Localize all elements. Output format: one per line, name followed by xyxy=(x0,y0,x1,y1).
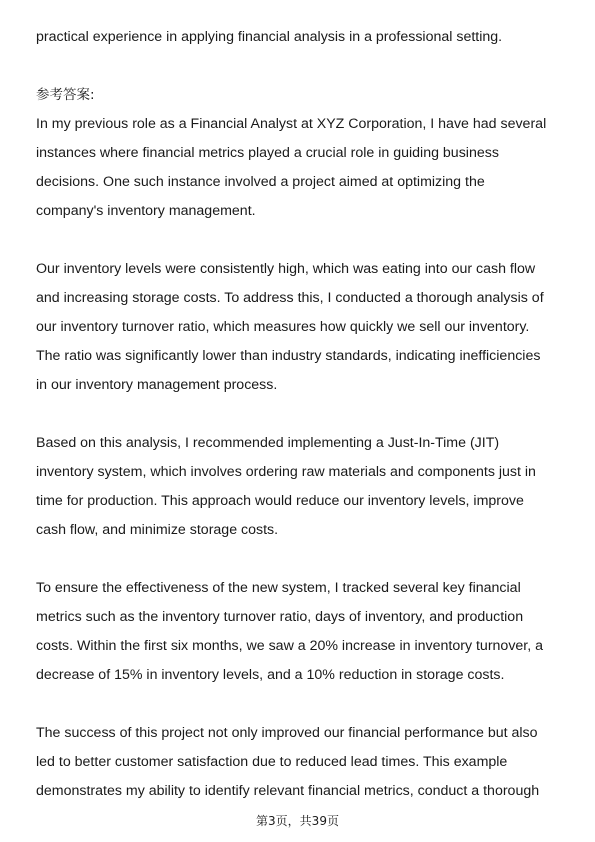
text-line: inventory system, which involves ordering raw materials and components just in xyxy=(36,464,536,480)
text-line: company's inventory management. xyxy=(36,203,256,219)
text-line: decrease of 15% in inventory levels, and a 10% reduction in storage costs. xyxy=(36,667,505,683)
text-line: To ensure the effectiveness of the new system, I tracked several key financial xyxy=(36,580,521,596)
text-line: metrics such as the inventory turnover ratio, days of inventory, and production xyxy=(36,609,524,625)
page-content xyxy=(36,23,561,835)
text-line: practical experience in applying financial analysis in a professional setting. xyxy=(36,29,503,45)
text-line: The success of this project not only improved our financial performance but also xyxy=(36,725,538,741)
text-line: instances where financial metrics played a crucial role in guiding business xyxy=(36,145,499,161)
answer-block xyxy=(36,81,561,806)
text-line: cash flow, and minimize storage costs. xyxy=(36,522,279,538)
text-line: and increasing storage costs. To address this, I conducted a thorough analysis of xyxy=(36,290,544,306)
text-line: our inventory turnover ratio, which measures how quickly we sell our inventory. xyxy=(36,319,530,335)
answer-paragraph-1 xyxy=(36,110,561,226)
text-line: demonstrates my ability to identify relevant financial metrics, conduct a thorough xyxy=(36,783,540,799)
answer-paragraph-5 xyxy=(36,719,561,806)
answer-paragraph-2 xyxy=(36,255,561,400)
page-number: 第3页，共39页 xyxy=(256,814,339,828)
text-line: The ratio was significantly lower than industry standards, indicating inefficiencies xyxy=(36,348,541,364)
text-line: time for production. This approach would reduce our inventory levels, improve xyxy=(36,493,524,509)
answer-paragraph-4 xyxy=(36,574,561,690)
text-line: In my previous role as a Financial Analyst at XYZ Corporation, I have had several xyxy=(36,116,547,132)
intro-paragraph xyxy=(36,23,561,52)
page-footer xyxy=(0,812,595,829)
text-line: led to better customer satisfaction due to reduced lead times. This example xyxy=(36,754,508,770)
answer-paragraph-3 xyxy=(36,429,561,545)
text-line: Based on this analysis, I recommended implementing a Just-In-Time (JIT) xyxy=(36,435,500,451)
text-line: decisions. One such instance involved a project aimed at optimizing the xyxy=(36,174,485,190)
text-line: costs. Within the first six months, we saw a 20% increase in inventory turnover, a xyxy=(36,638,544,654)
text-line: Our inventory levels were consistently high, which was eating into our cash flow xyxy=(36,261,536,277)
text-line: in our inventory management process. xyxy=(36,377,278,393)
answer-label: 参考答案: xyxy=(36,87,95,103)
